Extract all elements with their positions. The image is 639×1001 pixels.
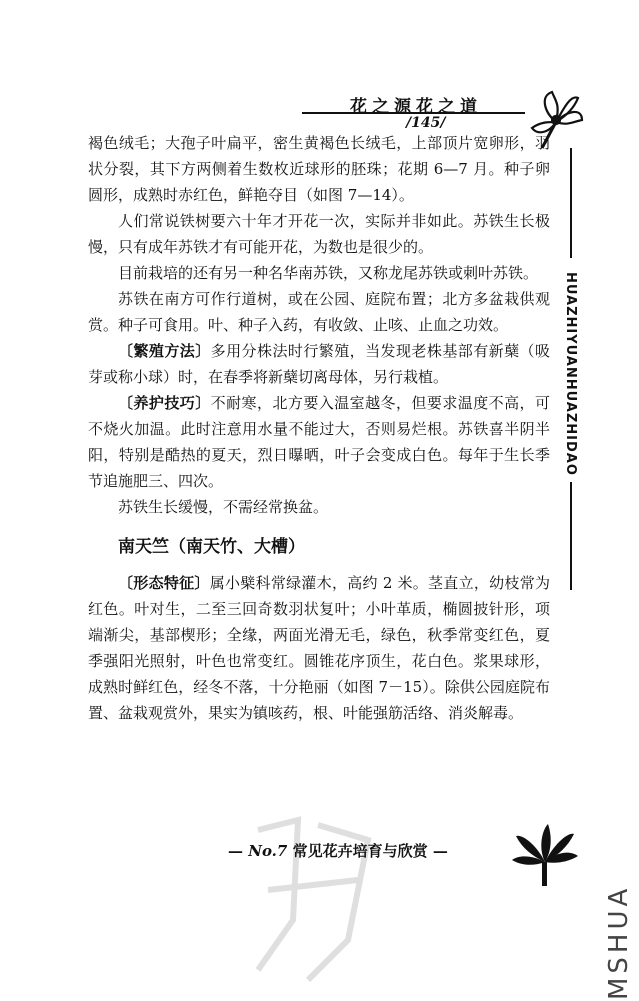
body-text [88,130,550,726]
side-rule-bottom [570,482,572,590]
paragraph: 目前栽培的还有另一种名华南苏铁，又称龙尾苏铁或刺叶苏铁。 [118,264,539,282]
paragraph-text: 不耐寒，北方要入温室越冬，但要求温度不高，可不烧火加温。此时注意用水量不能过大，否则易烂根。苏铁喜半阴半阳，特别是酷热的夏天，烈日曝晒，叶子会变成白色。每年于生长季节追施肥三、四次。 [88,394,550,490]
paragraph [88,338,550,390]
section-tag: 〔养护技巧〕 [118,394,211,412]
paragraph: 苏铁在南方可作行道树，或在公园、庭院布置；北方多盆栽供观赏。种子可食用。叶、种子入药，有收敛、止咳、止血之功效。 [88,290,550,334]
running-header-title: 花之源花之道 [350,97,482,117]
section-tag: 〔繁殖方法〕 [118,342,211,360]
footer-chapter-title: 常见花卉培育与欣赏 [292,842,428,860]
side-rule-top [570,148,572,258]
paragraph: 褐色绒毛；大孢子叶扁平，密生黄褐色长绒毛，上部顶片宽卵形，羽状分裂，其下方两侧着生数枚近球形的胚珠；花期 6—7 月。种子卵圆形，成熟时赤红色，鲜艳夺目（如图 7—14）。 [88,134,550,204]
section-tag: 〔形态特征〕 [118,574,210,592]
paragraph-text: 属小檗科常绿灌木，高约 2 米。茎直立，幼枝常为红色。叶对生，二至三回奇数羽状复叶；小叶革质，椭圆披针形，项端渐尖，基部楔形；全缘，两面光滑无毛，绿色，秋季常变红色，夏季强阳光照射，叶色也常变红。圆锥花序顶生，花白色。浆果球形，成熟时鲜红色，经冬不落，十分艳丽（如图 7－15）。除供公园庭院布置、盆栽观赏外，果实为镇咳药，根、叶能强筋活络、消炎解毒。 [88,574,550,722]
header-rule [302,112,525,114]
paragraph: 人们常说铁树要六十年才开花一次，实际并非如此。苏铁生长极慢，只有成年苏铁才有可能开花，为数也是很少的。 [88,212,550,256]
footer-chapter-number: No.7 [248,842,288,860]
watermark-stamp-icon [238,800,388,990]
corner-watermark: MSHUA [604,884,634,1000]
section-heading: 南天竺（南天竹、大槽） [118,537,305,557]
paragraph-text: 多用分株法时行繁殖，当发现老株基部有新蘖（吸芽或称小球）时，在春季将新蘖切离母体，另行栽植。 [88,342,550,386]
paragraph [88,570,550,726]
paragraph [88,390,550,494]
running-footer: — No.7 常见花卉培育与欣赏 — [228,842,448,860]
side-pinyin-text: HUAZHIYUANHUAZHIDAO [563,272,578,476]
page-number: /145/ [406,115,446,131]
plant-ornament-icon [508,818,582,890]
paragraph: 苏铁生长缓慢，不需经常换盆。 [118,498,329,516]
